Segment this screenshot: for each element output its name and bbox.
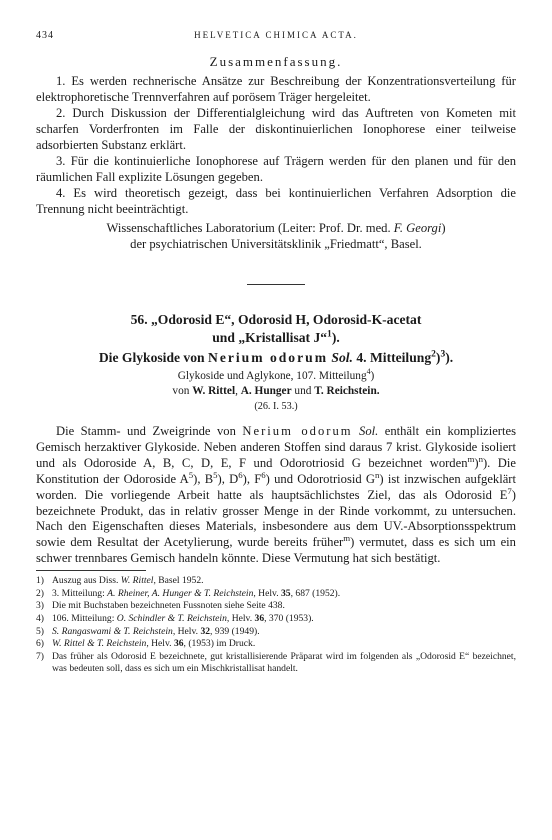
footnote-text: 36: [173, 638, 184, 650]
footnote-number: 6): [36, 638, 44, 650]
footnote-text: O. Schindler & T. Reichstein: [116, 612, 227, 624]
summary-item-4: 4. Es wird theoretisch gezeigt, dass bei kontinuierlichen Verfahren Adsorption die Trennung nicht beeinträchtigt.: [36, 186, 516, 216]
body-ref-n: n: [478, 453, 483, 464]
body-s7: ) und Odorotriosid G: [265, 471, 376, 486]
footnote-text: , (1953) im Druck.: [183, 638, 256, 650]
footnote-number: 7): [36, 650, 44, 662]
journal-title: HELVETICA CHIMICA ACTA.: [194, 30, 358, 40]
footnote-text: Die mit Buchstaben bezeichneten Fussnoten siehe Seite 438.: [52, 600, 285, 612]
body-s5: ), D: [217, 471, 239, 486]
body-ref-5a: 5: [188, 469, 194, 480]
body-ref-m: m: [467, 453, 475, 464]
footnote-1: [36, 575, 516, 588]
footnote-text: W. Rittel: [120, 575, 154, 587]
subtitle-end: ): [370, 370, 375, 382]
footnote-number: 2): [36, 587, 44, 599]
species-name: Nerium odorum: [208, 350, 329, 365]
footnote-text: , Helv.: [172, 625, 201, 637]
footnote-6: [36, 638, 516, 651]
page-number: 434: [36, 30, 54, 41]
title-line-3-lead: Die Glykoside von: [98, 350, 208, 365]
subtitle-footnote-ref: 4: [366, 367, 371, 377]
summary-item-1: 1. Es werden rechnerische Ansätze zur Beschreibung der Konzentrationsverteilung für elektrophoretische Trennverfahren auf porösem Träger hergeleitet.: [36, 74, 516, 104]
article-title-line-3: [36, 349, 516, 367]
body-s9: ) bezeichnete Produkt, das in relativ grosser Menge in der Rinde vorkommt, zu untersuchen. Nach den Eigenschaften dieses Materials, insbesondere aus dem UV.-Absorptionsspektrum sowie dem Resultat der Acetylierung, wurde bereits früher: [36, 487, 516, 550]
author-1: W. Rittel: [192, 385, 236, 397]
institution-head-name: F. Georgi: [393, 221, 442, 235]
footnote-7: [36, 651, 516, 676]
body-paragraph: Die Stamm- und Zweigrinde von Nerium odorum Sol. enthält ein kompliziertes Gemisch herzaktiver Glykoside. Neben anderen Stoffen sind daraus 7 krist. Glykoside isoliert und als Odoroside A, B, C, D, E, F und Odorotriosid G bezeichnet worden$^m$)$^n$). Die Konstitution der Odoroside $A^5$), $B^5$), $D^6$), $F^6$) und Odorotriosid $G^n$) ist inzwischen aufgeklärt worden. Die vorliegende Arbeit hatte als hauptsächlichstes Ziel, das als Odorosid $E^7$) bezeichnete Produkt, das in relativ grosser Menge in der Rinde vorkommt, zu untersuchen. Nach den Eigenschaften dieses Materials, insbesondere aus dem UV.-Absorptionsspektrum sowie dem Resultat der Acetylierung, wurde bereits früher$^m$) vermutet, dass es sich um ein schwer trennbares Gemisch handeln könnte. Diese Vermutung hat sich bestätigt.: [36, 424, 516, 566]
institution-suffix: ): [441, 221, 446, 235]
footnote-text: 32: [200, 625, 211, 637]
title-footnote-ref-1: 1: [327, 329, 332, 340]
body-ref-m2: m: [343, 533, 351, 544]
title-paren-2: ).: [445, 350, 454, 365]
footnote-text: , Helv.: [253, 587, 281, 599]
article-title-line-1: 56. „Odorosid E“, Odorosid H, Odorosid-K-acetat: [130, 312, 422, 327]
footnote-4: [36, 613, 516, 626]
footnote-text: 36: [254, 612, 265, 624]
title-line-2-text: und „Kristallisat J“: [212, 330, 328, 345]
body-s2: enthält ein kompliziertes Gemisch herzaktiver Glykoside. Neben anderen Stoffen sind daraus 7 krist. Glykoside isoliert und als Odoroside A, B, C, D, E, F und Odorotriosid G bezeichnet worden: [36, 424, 516, 470]
footnote-3: [36, 600, 516, 613]
authors-prefix: von: [172, 385, 193, 397]
footnote-text: , Basel 1952.: [153, 575, 204, 587]
footnote-2: [36, 588, 516, 601]
article-title-line-2: [36, 329, 516, 347]
footnote-text: 106. Mitteilung:: [52, 612, 117, 624]
body-s6: ), F: [242, 471, 262, 486]
footnote-text: 35: [281, 587, 291, 599]
body-species-name: Nerium odorum: [242, 424, 353, 438]
footnote-text: S. Rangaswami & T. Reichstein: [52, 625, 173, 637]
body-s3: ). Die Konstitution der Odoroside A: [36, 455, 516, 486]
footnote-text: , Helv.: [146, 638, 174, 650]
footnote-number: 4): [36, 612, 44, 624]
title-line-2-end: ).: [331, 330, 340, 345]
authors-and: und: [291, 385, 315, 397]
body-s4: ), B: [193, 471, 214, 486]
body-s10: ) vermutet, dass es sich um ein schwer trennbares Gemisch handeln könnte. Diese Vermutung hat sich bestätigt.: [36, 535, 516, 566]
footnote-text: W. Rittel & T. Reichstein: [52, 638, 147, 650]
summary-heading: Zusammenfassung.: [209, 54, 343, 69]
institution-line-1: [36, 220, 516, 236]
body-ref-7: 7: [507, 485, 512, 496]
article-date: (26. I. 53.): [254, 401, 298, 412]
institution-line-2: der psychiatrischen Universitätsklinik „Friedmatt“, Basel.: [130, 237, 422, 251]
article-subtitle: [36, 369, 516, 384]
footnote-5: [36, 626, 516, 639]
author-3: T. Reichstein.: [314, 385, 380, 397]
footnote-text: Das früher als Odorosid E bezeichnete, gut kristallisierende Präparat wird im folgenden als „Odorosid E“ bezeichnet, was bedeuten soll, dass es sich um ein Mischkristallisat handelt.: [52, 650, 516, 675]
body-ref-6a: 6: [238, 469, 243, 480]
institution-prefix: Wissenschaftliches Laboratorium (Leiter: Prof. Dr. med.: [106, 221, 394, 235]
body-ref-n2: n: [375, 469, 380, 480]
footnote-rule: [36, 570, 146, 571]
footnote-text: 3. Mitteilung:: [52, 587, 108, 599]
title-footnote-ref-3: 3: [440, 349, 446, 360]
footnote-text: Auszug aus Diss.: [52, 575, 121, 587]
running-header: [36, 30, 516, 44]
article-authors: von W. Rittel, A. Hunger und T. Reichstein.: [172, 385, 380, 397]
body-species-authority: Sol.: [359, 424, 379, 438]
page: [36, 30, 516, 676]
author-2: A. Hunger: [240, 385, 292, 397]
title-line-3-mitteilung: 4. Mitteilung: [352, 350, 432, 365]
species-authority: Sol.: [331, 350, 353, 365]
footnote-text: , Helv.: [226, 612, 255, 624]
body-s1: Die Stamm- und Zweigrinde von: [56, 424, 243, 438]
footnotes: [36, 575, 516, 676]
body-ref-5b: 5: [213, 469, 218, 480]
title-footnote-ref-2: 2: [431, 349, 436, 360]
footnote-text: , 687 (1952).: [290, 587, 341, 599]
subtitle-text: Glykoside und Aglykone, 107. Mitteilung: [177, 370, 367, 382]
footnote-number: 1): [36, 575, 44, 587]
section-divider: [247, 284, 305, 285]
title-paren-1: ): [435, 350, 441, 365]
summary-item-2: 2. Durch Diskussion der Differentialgleichung wird das Auftreten von Kometen mit scharfen Vorderfronten im Falle der diskontinuierlichen Ionophorese einer teilweise adsorbierten Substanz erklärt.: [36, 106, 516, 152]
footnote-number: 5): [36, 625, 44, 637]
footnote-text: , 939 (1949).: [210, 625, 260, 637]
body-s8: ) ist inzwischen aufgeklärt worden. Die vorliegende Arbeit hatte als hauptsächlichstes Ziel, das als Odorosid E: [36, 471, 516, 502]
footnote-text: A. Rheiner, A. Hunger & T. Reichstein: [107, 587, 254, 599]
footnote-text: , 370 (1953).: [264, 612, 314, 624]
summary-item-3: 3. Für die kontinuierliche Ionophorese auf Trägern werden für den planen und für den räumlichen Fall explizite Lösungen gegeben.: [36, 154, 516, 184]
footnote-number: 3): [36, 600, 44, 612]
body-ref-6b: 6: [261, 469, 266, 480]
